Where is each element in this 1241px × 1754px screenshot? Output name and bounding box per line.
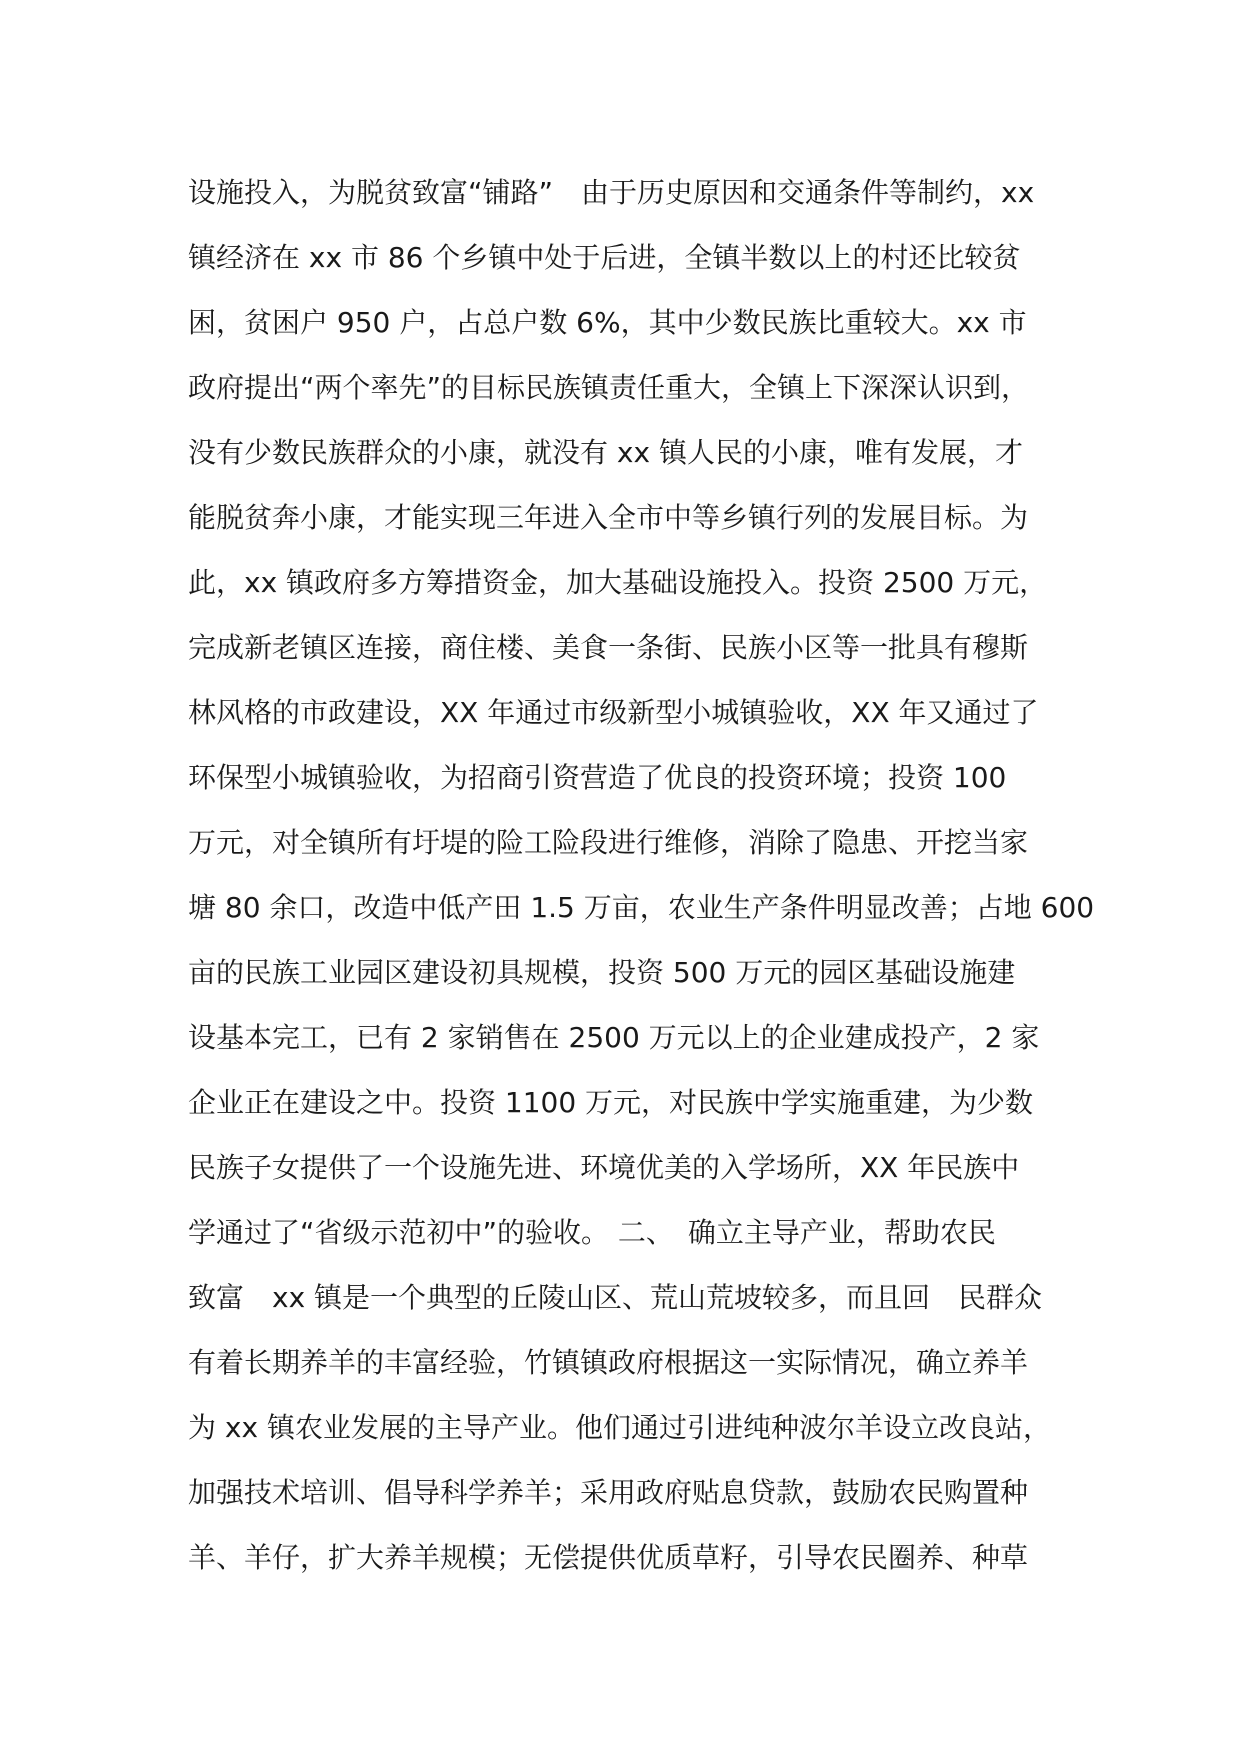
text-line: 设施投入，为脱贫致富“铺路” 由于历史原因和交通条件等制约，xx <box>188 176 1035 209</box>
text-line: 镇经济在 xx 市 86 个乡镇中处于后进，全镇半数以上的村还比较贫 <box>188 241 1021 274</box>
text-line: 民族子女提供了一个设施先进、环境优美的入学场所，XX 年民族中 <box>188 1151 1020 1184</box>
text-line: 塘 80 余口，改造中低产田 1.5 万亩，农业生产条件明显改善；占地 600 <box>188 891 1095 924</box>
text-line: 学通过了“省级示范初中”的验收。 二、 确立主导产业，帮助农民 <box>188 1216 996 1249</box>
text-line: 亩的民族工业园区建设初具规模，投资 500 万元的园区基础设施建 <box>188 956 1016 989</box>
text-line: 政府提出“两个率先”的目标民族镇责任重大，全镇上下深深认识到， <box>188 371 1030 404</box>
text-line: 设基本完工，已有 2 家销售在 2500 万元以上的企业建成投产，2 家 <box>188 1021 1040 1054</box>
text-line: 没有少数民族群众的小康，就没有 xx 镇人民的小康，唯有发展，才 <box>188 436 1023 469</box>
text-line: 林风格的市政建设，XX 年通过市级新型小城镇验收，XX 年又通过了 <box>188 696 1039 729</box>
text-line: 加强技术培训、倡导科学养羊；采用政府贴息贷款，鼓励农民购置种 <box>188 1476 1029 1509</box>
text-line: 为 xx 镇农业发展的主导产业。他们通过引进纯种波尔羊设立改良站， <box>188 1411 1051 1444</box>
text-line: 困，贫困户 950 户，占总户数 6%，其中少数民族比重较大。xx 市 <box>188 306 1027 339</box>
text-line: 致富 xx 镇是一个典型的丘陵山区、荒山荒坡较多，而且回 民群众 <box>188 1281 1043 1314</box>
text-line: 万元，对全镇所有圩堤的险工险段进行维修，消除了隐患、开挖当家 <box>188 826 1029 859</box>
text-line: 能脱贫奔小康，才能实现三年进入全市中等乡镇行列的发展目标。为 <box>188 501 1029 534</box>
text-line: 羊、羊仔，扩大养羊规模；无偿提供优质草籽，引导农民圈养、种草 <box>188 1541 1029 1574</box>
text-line: 环保型小城镇验收，为招商引资营造了优良的投资环境；投资 100 <box>188 761 1007 794</box>
body-text <box>188 160 1095 1590</box>
text-line: 企业正在建设之中。投资 1100 万元，对民族中学实施重建，为少数 <box>188 1086 1034 1119</box>
text-line: 此，xx 镇政府多方筹措资金，加大基础设施投入。投资 2500 万元， <box>188 566 1048 599</box>
text-line: 完成新老镇区连接，商住楼、美食一条街、民族小区等一批具有穆斯 <box>188 631 1029 664</box>
text-line: 有着长期养羊的丰富经验，竹镇镇政府根据这一实际情况，确立养羊 <box>188 1346 1029 1379</box>
